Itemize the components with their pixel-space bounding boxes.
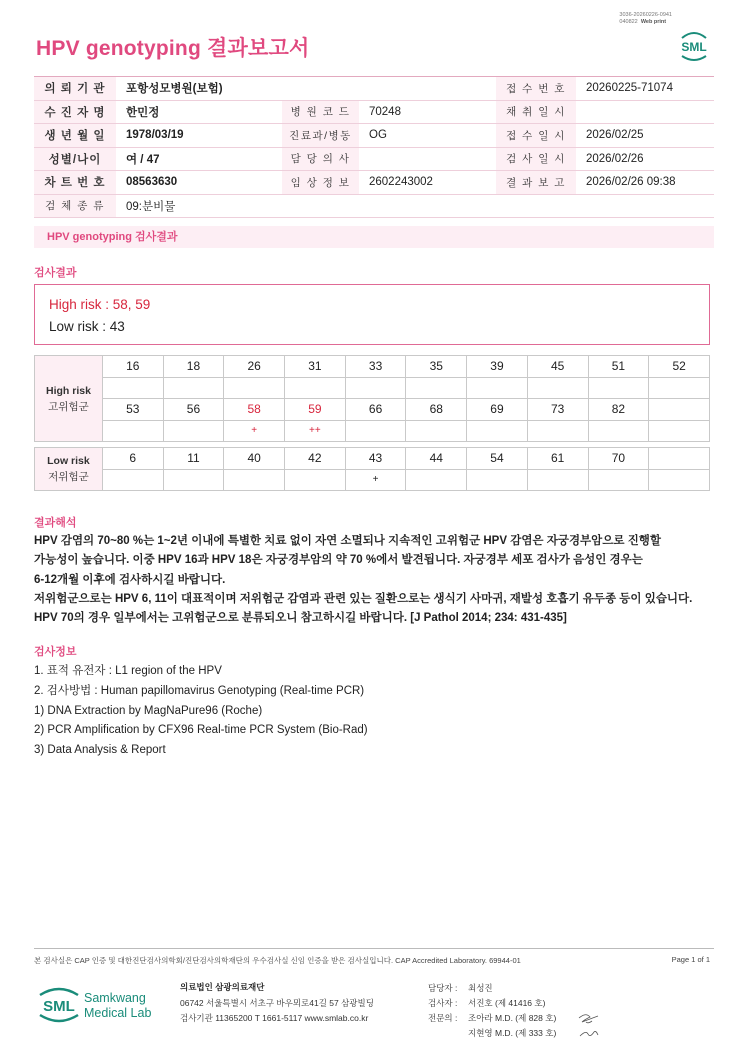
interpretation-line: 저위험군으로는 HPV 6, 11이 대표적이며 저위험군 감염과 관련 있는 질환으로는 생식기 사마귀, 재발성 호흡기 유두종 등이 있습니다. xyxy=(34,592,693,605)
logo-line1: Samkwang xyxy=(84,991,146,1005)
genotype-cell: 35 xyxy=(406,356,467,378)
info-row xyxy=(34,77,714,101)
section-title-bar: HPV genotyping 검사결과 xyxy=(34,226,714,248)
genotype-mark xyxy=(406,377,467,399)
info-label: 수 진 자 명 xyxy=(34,100,116,124)
genotype-cell: 73 xyxy=(527,399,588,421)
staff-list xyxy=(428,981,556,1041)
signature-image xyxy=(576,1010,608,1040)
genotype-cell: 52 xyxy=(649,356,710,378)
info-label: 의 뢰 기 관 xyxy=(34,77,116,101)
genotype-cell: 56 xyxy=(163,399,224,421)
info-label: 담 당 의 사 xyxy=(282,147,359,171)
info-label: 차 트 번 호 xyxy=(34,171,116,195)
org-contact: 검사기관 11365200 T 1661-5117 www.smlab.co.kr xyxy=(180,1013,369,1023)
genotype-mark xyxy=(588,420,649,442)
genotype-cell: 66 xyxy=(345,399,406,421)
info-value: 20260225-71074 xyxy=(576,77,714,101)
genotype-cell: 68 xyxy=(406,399,467,421)
method-line: 1) DNA Extraction by MagNaPure96 (Roche) xyxy=(34,704,263,717)
genotype-cell xyxy=(649,448,710,470)
genotype-cell: 40 xyxy=(224,448,285,470)
info-row xyxy=(34,100,714,124)
genotype-mark xyxy=(102,469,163,491)
low-risk-label-en: Low risk xyxy=(47,455,90,467)
print-code xyxy=(619,12,672,26)
genotype-cell: 16 xyxy=(102,356,163,378)
genotype-mark xyxy=(527,420,588,442)
genotype-cell: 44 xyxy=(406,448,467,470)
samkwang-logo xyxy=(38,981,158,1029)
sml-logo-badge xyxy=(674,26,714,66)
genotype-mark xyxy=(467,469,528,491)
genotype-mark xyxy=(406,469,467,491)
info-value: 2026/02/26 09:38 xyxy=(576,171,714,195)
high-risk-label-en: High risk xyxy=(45,384,91,397)
genotype-cell: 82 xyxy=(588,399,649,421)
info-value: 09:분비물 xyxy=(116,194,714,218)
genotype-mark xyxy=(224,377,285,399)
logo-line2: Medical Lab xyxy=(84,1006,152,1020)
info-label: 진료과/병동 xyxy=(282,124,359,148)
info-label: 성별/나이 xyxy=(34,147,116,171)
low-risk-genotype-table xyxy=(34,447,710,491)
genotype-result-row xyxy=(35,469,710,491)
info-label: 결 과 보 고 xyxy=(496,171,576,195)
staff-row xyxy=(428,996,556,1011)
method-line: 2) PCR Amplification by CFX96 Real-time PCR System (Bio-Rad) xyxy=(34,724,368,737)
genotype-mark xyxy=(406,420,467,442)
high-risk-label-kr: 고위험군 xyxy=(48,400,89,413)
print-code-line2: 040822 xyxy=(619,19,638,25)
genotype-cell: 69 xyxy=(467,399,528,421)
result-summary-box xyxy=(34,284,710,345)
genotype-cell: 61 xyxy=(527,448,588,470)
info-value xyxy=(576,100,714,124)
genotype-cell-positive: 59 xyxy=(285,399,346,421)
high-risk-genotype-table xyxy=(34,355,710,442)
footer-divider xyxy=(34,948,714,949)
print-code-line1: 3036-20260226-0941 xyxy=(619,12,672,18)
staff-row xyxy=(428,1026,556,1041)
genotype-cell: 51 xyxy=(588,356,649,378)
staff-role xyxy=(428,1026,468,1041)
info-value: 한민정 xyxy=(116,100,282,124)
genotype-mark xyxy=(285,469,346,491)
info-row xyxy=(34,124,714,148)
info-label: 생 년 월 일 xyxy=(34,124,116,148)
info-label: 검 체 종 류 xyxy=(34,194,116,218)
genotype-cell: 31 xyxy=(285,356,346,378)
genotype-cell: 6 xyxy=(102,448,163,470)
org-name: 의료법인 삼광의료재단 xyxy=(180,982,265,992)
info-row xyxy=(34,171,714,195)
genotype-mark xyxy=(467,377,528,399)
result-heading: 검사결과 xyxy=(34,267,77,279)
info-value: 2602243002 xyxy=(359,171,496,195)
interpretation-line: 6-12개월 이후에 검사하시길 바랍니다. xyxy=(34,573,226,586)
staff-role: 담당자 : xyxy=(428,983,458,993)
genotype-mark xyxy=(649,420,710,442)
genotype-mark xyxy=(163,377,224,399)
info-value: 1978/03/19 xyxy=(116,124,282,148)
page-number: Page 1 of 1 xyxy=(671,955,710,964)
genotype-mark xyxy=(102,420,163,442)
genotype-mark-positive: + xyxy=(224,420,285,442)
info-value: OG xyxy=(359,124,496,148)
interpretation-text xyxy=(34,532,710,628)
print-tag: Web print xyxy=(640,19,667,25)
staff-name: 최성진 xyxy=(468,983,493,993)
info-row xyxy=(34,147,714,171)
org-address: 06742 서울특별시 서초구 바우뫼로41길 57 삼광빌딩 xyxy=(180,998,374,1008)
interpretation-heading: 결과해석 xyxy=(34,517,77,529)
info-value: 여 / 47 xyxy=(116,147,282,171)
genotype-mark xyxy=(163,420,224,442)
low-risk-label-kr: 저위험군 xyxy=(48,471,89,483)
genotype-mark xyxy=(588,469,649,491)
genotype-cell: 53 xyxy=(102,399,163,421)
accreditation-note: 본 검사실은 CAP 인증 및 대한진단검사의학회/진단검사의학재단의 우수검사실 신임 인증을 받은 검사실입니다. CAP Accredited Laboratory. 69944-01 xyxy=(34,956,521,965)
info-label: 접 수 번 호 xyxy=(496,77,576,101)
genotype-cell: 54 xyxy=(467,448,528,470)
method-line: 1. 표적 유전자 : L1 region of the HPV xyxy=(34,665,222,677)
genotype-cell: 11 xyxy=(163,448,224,470)
info-label: 임 상 정 보 xyxy=(282,171,359,195)
info-value-empty xyxy=(282,77,359,101)
interpretation-line: 가능성이 높습니다. 이중 HPV 16과 HPV 18은 자궁경부암의 약 70 %에서 발견됩니다. 자궁경부 세포 검사가 음성인 경우는 xyxy=(34,554,643,567)
genotype-cell: 70 xyxy=(588,448,649,470)
info-value: 08563630 xyxy=(116,171,282,195)
staff-role: 전문의 : xyxy=(428,1013,458,1023)
genotype-result-row xyxy=(35,420,710,442)
info-label: 검 사 일 시 xyxy=(496,147,576,171)
genotype-mark xyxy=(345,377,406,399)
method-heading: 검사정보 xyxy=(34,646,77,658)
genotype-mark xyxy=(345,420,406,442)
staff-name: 지현영 M.D. (제 333 호) xyxy=(468,1028,557,1038)
genotype-mark-positive: + xyxy=(345,469,406,491)
staff-row xyxy=(428,981,556,996)
genotype-cell: 43 xyxy=(345,448,406,470)
method-line: 3) Data Analysis & Report xyxy=(34,744,166,757)
info-value: 70248 xyxy=(359,100,496,124)
genotype-mark xyxy=(102,377,163,399)
info-label: 채 취 일 시 xyxy=(496,100,576,124)
genotype-cell: 33 xyxy=(345,356,406,378)
info-value: 포항성모병원(보험) xyxy=(116,77,282,101)
high-risk-label xyxy=(35,356,103,442)
genotype-cell: 39 xyxy=(467,356,528,378)
info-value-empty xyxy=(359,77,496,101)
genotype-mark xyxy=(649,377,710,399)
genotype-cell xyxy=(649,399,710,421)
low-risk-label xyxy=(35,448,103,491)
info-value xyxy=(359,147,496,171)
genotype-row xyxy=(35,356,710,378)
genotype-cell: 26 xyxy=(224,356,285,378)
staff-role: 검사자 : xyxy=(428,998,458,1008)
genotype-result-row xyxy=(35,377,710,399)
genotype-mark xyxy=(467,420,528,442)
info-value: 2026/02/26 xyxy=(576,147,714,171)
genotype-mark xyxy=(163,469,224,491)
high-risk-result: High risk : 58, 59 xyxy=(49,297,151,312)
interpretation-line: HPV 70의 경우 일부에서는 고위험군으로 분류되오니 참고하시길 바랍니다. [J Pathol 2014; 234: 431-435] xyxy=(34,612,567,625)
genotype-row xyxy=(35,399,710,421)
genotype-mark xyxy=(649,469,710,491)
genotype-cell-positive: 58 xyxy=(224,399,285,421)
genotype-mark-positive: ++ xyxy=(285,420,346,442)
document-title: HPV genotyping 결과보고서 xyxy=(36,37,310,60)
genotype-cell: 42 xyxy=(285,448,346,470)
info-row xyxy=(34,194,714,218)
info-label: 접 수 일 시 xyxy=(496,124,576,148)
genotype-mark xyxy=(588,377,649,399)
genotype-mark xyxy=(527,377,588,399)
low-risk-result: Low risk : 43 xyxy=(49,319,125,334)
patient-info-table xyxy=(34,76,714,218)
genotype-mark xyxy=(285,377,346,399)
info-value: 2026/02/25 xyxy=(576,124,714,148)
logo-text: SML xyxy=(681,40,707,54)
genotype-cell: 45 xyxy=(527,356,588,378)
genotype-mark xyxy=(224,469,285,491)
genotype-row xyxy=(35,448,710,470)
info-label: 병 원 코 드 xyxy=(282,100,359,124)
method-line: 2. 검사방법 : Human papillomavirus Genotyping (Real-time PCR) xyxy=(34,684,365,697)
interpretation-line: HPV 감염의 70~80 %는 1~2년 이내에 특별한 치료 없이 자연 소멸되나 지속적인 고위험군 HPV 감염은 자궁경부암으로 진행할 xyxy=(34,535,662,547)
staff-row xyxy=(428,1011,556,1026)
logo-sml-text: SML xyxy=(43,998,75,1015)
genotype-mark xyxy=(527,469,588,491)
staff-name: 서진호 (제 41416 호) xyxy=(468,998,546,1008)
staff-name: 조아라 M.D. (제 828 호) xyxy=(468,1013,557,1023)
genotype-cell: 18 xyxy=(163,356,224,378)
method-text xyxy=(34,662,368,761)
